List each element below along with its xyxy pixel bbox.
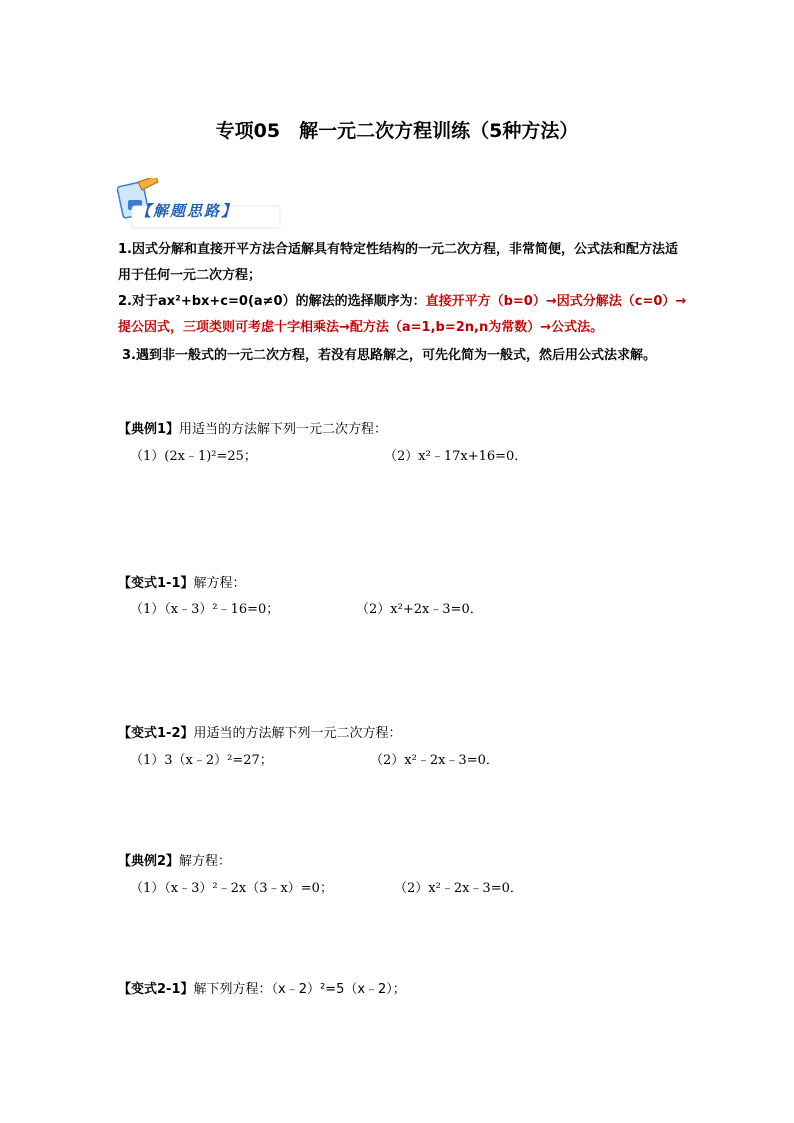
example-2-text: 解方程：	[179, 854, 232, 869]
example-2-label: 【典例2】	[118, 854, 180, 869]
variant-1-1-part-1: （1）（x﹣3）²﹣16=0；	[130, 602, 280, 617]
section-badge: 【解题思路】	[136, 202, 239, 220]
tip-2-prefix: 2.对于ax²+bx+c=0(a≠0）的解法的选择顺序为：	[118, 294, 426, 309]
variant-2-1-heading	[118, 978, 406, 997]
example-1-heading	[118, 418, 387, 437]
variant-2-1-label: 【变式2-1】	[118, 982, 194, 997]
example-2-part-1: （1）（x﹣3）²﹣2x（3﹣x）=0；	[130, 881, 333, 896]
variant-1-2-label: 【变式1-2】	[118, 726, 194, 741]
variant-1-1-label: 【变式1-1】	[118, 576, 194, 591]
example-1-part-1: （1）(2x﹣1)²=25；	[130, 449, 257, 464]
example-1-part-2: （2）x²﹣17x+16=0．	[384, 449, 528, 464]
tip-2-order: 直接开平方（b=0）→因式分解法（c=0）→	[425, 294, 687, 309]
variant-1-2-part-2: （2）x²﹣2x﹣3=0．	[370, 753, 499, 768]
variant-1-2-part-1: （1）3（x﹣2）²=27；	[130, 753, 273, 768]
tip-1: 1.因式分解和直接开平方法合适解具有特定性结构的一元二次方程，非常简便，公式法和配方法适用于任何一元二次方程；	[118, 242, 678, 283]
page-title: 专项05 解一元二次方程训练（5种方法）	[215, 120, 579, 142]
example-2-heading	[118, 850, 231, 869]
variant-2-1-text: 解下列方程：（x﹣2）²=5（x﹣2）；	[193, 982, 406, 997]
tip-2-order-cont: 提公因式，三项类则可考虑十字相乘法→配方法（a=1,b=2n,n为常数）→公式法。	[118, 320, 604, 335]
example-1-text: 用适当的方法解下列一元二次方程：	[179, 422, 388, 437]
variant-1-1-heading	[118, 572, 246, 591]
example-2-part-2: （2）x²﹣2x﹣3=0．	[394, 881, 523, 896]
tip-3: 3.遇到非一般式的一元二次方程，若没有思路解之，可先化简为一般式，然后用公式法求解。	[122, 348, 656, 363]
variant-1-1-part-2: （2）x²+2x﹣3=0．	[356, 602, 483, 617]
variant-1-2-text: 用适当的方法解下列一元二次方程：	[193, 726, 402, 741]
example-1-label: 【典例1】	[118, 422, 180, 437]
variant-1-1-text: 解方程：	[193, 576, 246, 591]
tip-2	[118, 289, 688, 341]
variant-1-2-heading	[118, 722, 402, 741]
